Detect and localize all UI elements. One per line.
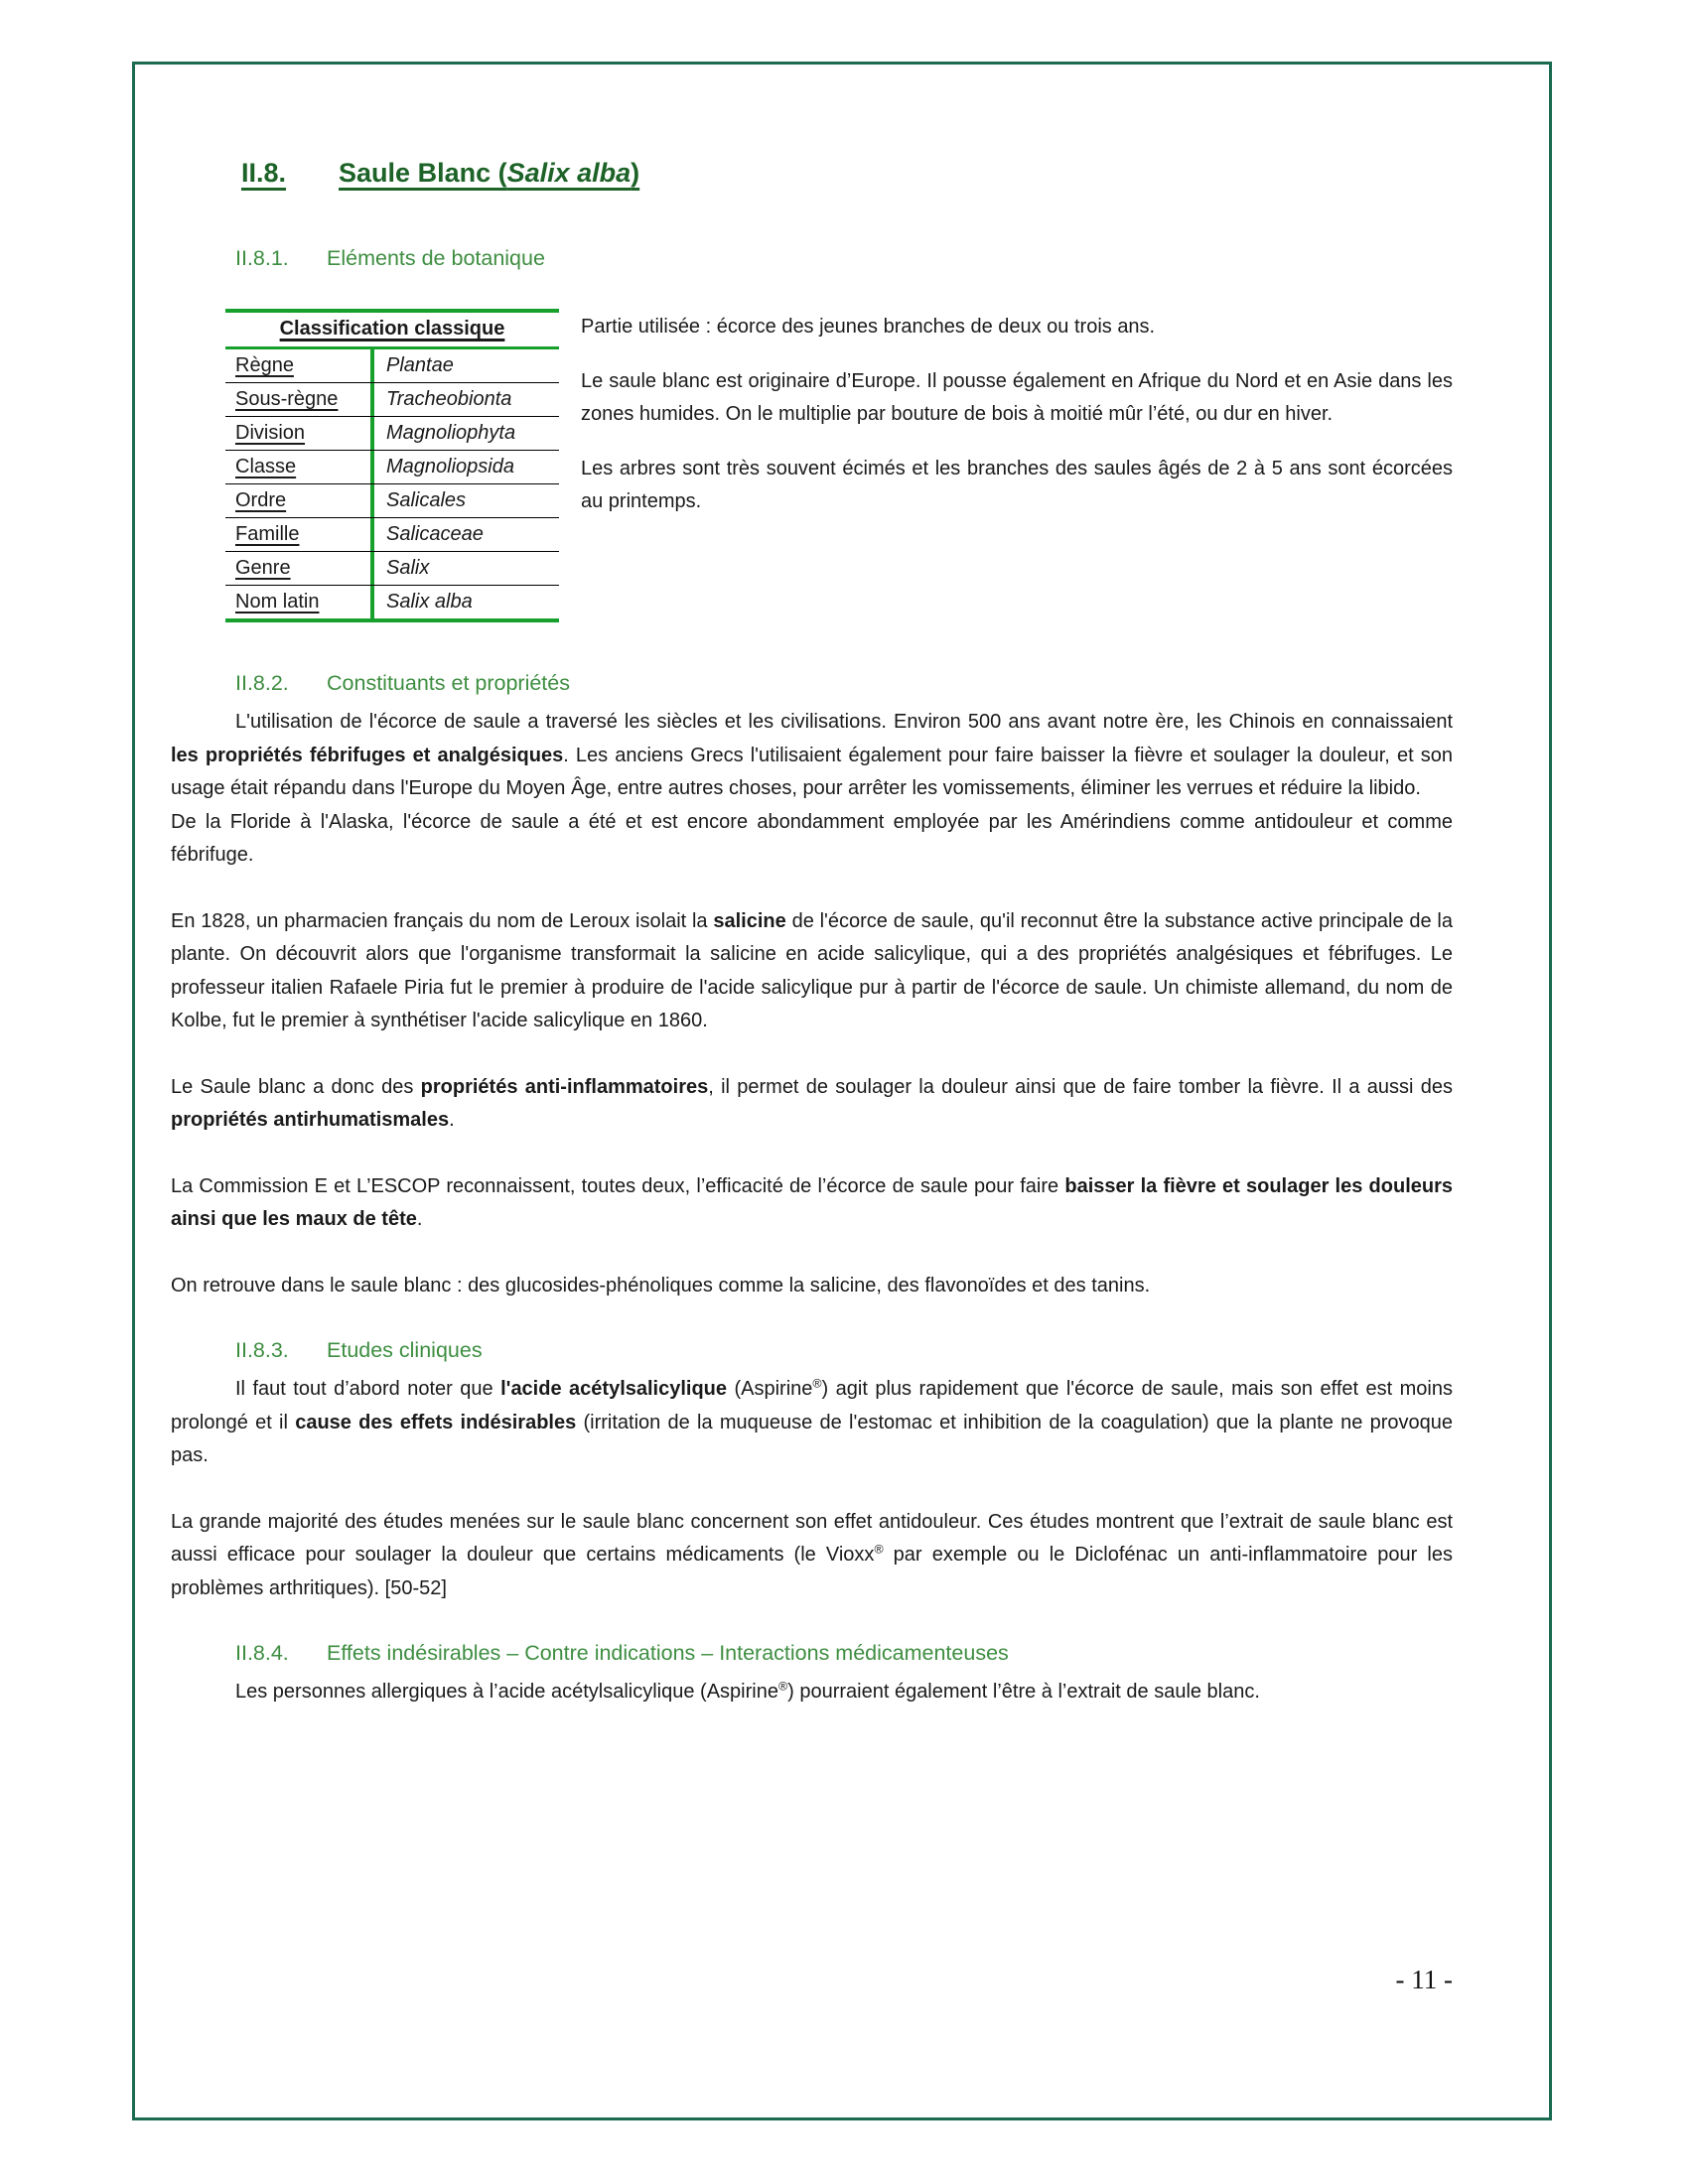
table-cell-value: Tracheobionta: [370, 383, 559, 416]
botany-side-text: [581, 309, 1453, 622]
paragraph-proprietes: Le Saule blanc a donc des propriétés anti-inflammatoires, il permet de soulager la douleur ainsi que de faire tomber la fièvre. Il a aussi des propriétés antirhumatismales.: [171, 1075, 1453, 1131]
table-row: [225, 349, 559, 383]
table-cell-value: Salix alba: [370, 586, 559, 618]
table-cell-value: Magnoliopsida: [370, 451, 559, 483]
table-cell-value: Magnoliophyta: [370, 417, 559, 450]
table-cell-value: Plantae: [370, 349, 559, 382]
paragraph-retrouve: On retrouve dans le saule blanc : des glucosides-phénoliques comme la salicine, des flavonoïdes et des tanins.: [171, 1274, 1151, 1297]
table-cell-label: Classe: [235, 456, 297, 478]
section-heading-botanique: [235, 243, 1453, 273]
section-label: Eléments de botanique: [327, 246, 545, 270]
table-cell-label: Ordre: [235, 489, 287, 511]
paragraph-floride: De la Floride à l'Alaska, l'écorce de saule a été et est encore abondamment employée par les Amérindiens comme antidouleur et comme fébrifuge.: [171, 810, 1453, 866]
table-cell-label: Division: [235, 422, 306, 444]
table-row: [225, 383, 559, 417]
table-cell-label: Genre: [235, 557, 291, 579]
classification-table-header: Classification classique: [225, 313, 559, 349]
paragraph-leroux: En 1828, un pharmacien français du nom de Leroux isolait la salicine de l'écorce de saule, qu'il reconnut être la substance active principale de la plante. On découvrit alors que l'organisme transformait la salicine en acide salicylique, qui a des propriétés analgésiques et fébrifuges. Le professeur italien Rafaele Piria fut le premier à produire de l'acide salicylique pur à partir de l'écorce de saule. Un chimiste allemand, du nom de Kolbe, fut le premier à synthétiser l'acide salicylique en 1860.: [171, 909, 1453, 1031]
section-number: II.8.2.: [235, 671, 289, 695]
table-cell-label: Nom latin: [235, 591, 320, 613]
chapter-title-number: II.8.: [241, 158, 287, 188]
table-row: [225, 586, 559, 618]
table-row: [225, 484, 559, 518]
paragraph-allergiques: Les personnes allergiques à l’acide acétylsalicylique (Aspirine®) pourraient également l’être à l’extrait de saule blanc.: [235, 1679, 1260, 1703]
section-heading-effets: [235, 1638, 1453, 1668]
paragraph-aspirine: Il faut tout d’abord noter que l'acide acétylsalicylique (Aspirine®) agit plus rapidement que l'écorce de saule, mais son effet est moins prolongé et il cause des effets indésirables (irritation de la muqueuse de l'estomac et inhibition de la coagulation) que la plante ne provoque pas.: [171, 1376, 1453, 1466]
paragraph-origine: Le saule blanc est originaire d’Europe. Il pousse également en Afrique du Nord et en Asie dans les zones humides. On le multiplie par bouture de bois à moitié mûr l’été, ou dur en hiver.: [581, 369, 1453, 425]
table-row: [225, 518, 559, 552]
paragraph-arbres: Les arbres sont très souvent écimés et les branches des saules âgés de 2 à 5 ans sont écorcées au printemps.: [581, 457, 1453, 512]
section-label: Effets indésirables – Contre indications – Interactions médicamenteuses: [327, 1641, 1009, 1665]
chapter-title: [241, 154, 1453, 192]
chapter-title-text: Saule Blanc (Salix alba): [339, 158, 640, 188]
paragraph-partie-utilisee: Partie utilisée : écorce des jeunes branches de deux ou trois ans.: [581, 316, 1156, 338]
table-cell-value: Salix: [370, 552, 559, 585]
section-number: II.8.1.: [235, 246, 289, 270]
section-label: Etudes cliniques: [327, 1338, 483, 1362]
section-number: II.8.3.: [235, 1338, 289, 1362]
page-border-frame: [132, 62, 1552, 2120]
section-label: Constituants et propriétés: [327, 671, 570, 695]
botany-block: [171, 309, 1453, 622]
section-heading-etudes: [235, 1335, 1453, 1365]
table-cell-value: Salicales: [370, 484, 559, 517]
table-cell-label: Règne: [235, 354, 294, 376]
section-number: II.8.4.: [235, 1641, 289, 1665]
table-cell-label: Famille: [235, 523, 300, 545]
classification-table: [225, 309, 559, 622]
paragraph-etudes-majorite: La grande majorité des études menées sur le saule blanc concernent son effet antidouleur. Ces études montrent que l’extrait de saule blanc est aussi efficace pour soulager la douleur que certains médicaments (le Vioxx® par exemple ou le Diclofénac un anti-inflammatoire pour les problèmes arthritiques). [50-52]: [171, 1510, 1453, 1599]
page-number: - 11 -: [1395, 1965, 1453, 1994]
table-cell-label: Sous-règne: [235, 388, 339, 410]
table-cell-value: Salicaceae: [370, 518, 559, 551]
table-row: [225, 451, 559, 484]
paragraph-commission: La Commission E et L’ESCOP reconnaissent, toutes deux, l’efficacité de l’écorce de saule pour faire baisser la fièvre et soulager les douleurs ainsi que les maux de tête.: [171, 1174, 1453, 1230]
table-row: [225, 552, 559, 586]
table-row: [225, 417, 559, 451]
section-heading-constituants: [235, 668, 1453, 698]
paragraph-utilisation: L'utilisation de l'écorce de saule a traversé les siècles et les civilisations. Environ 500 ans avant notre ère, les Chinois en connaissaient les propriétés fébrifuges et analgésiques. Les anciens Grecs l'utilisaient également pour faire baisser la fièvre et soulager la douleur, et son usage était répandu dans l'Europe du Moyen Âge, entre autres choses, pour arrêter les vomissements, éliminer les verrues et réduire la libido.: [171, 711, 1453, 799]
